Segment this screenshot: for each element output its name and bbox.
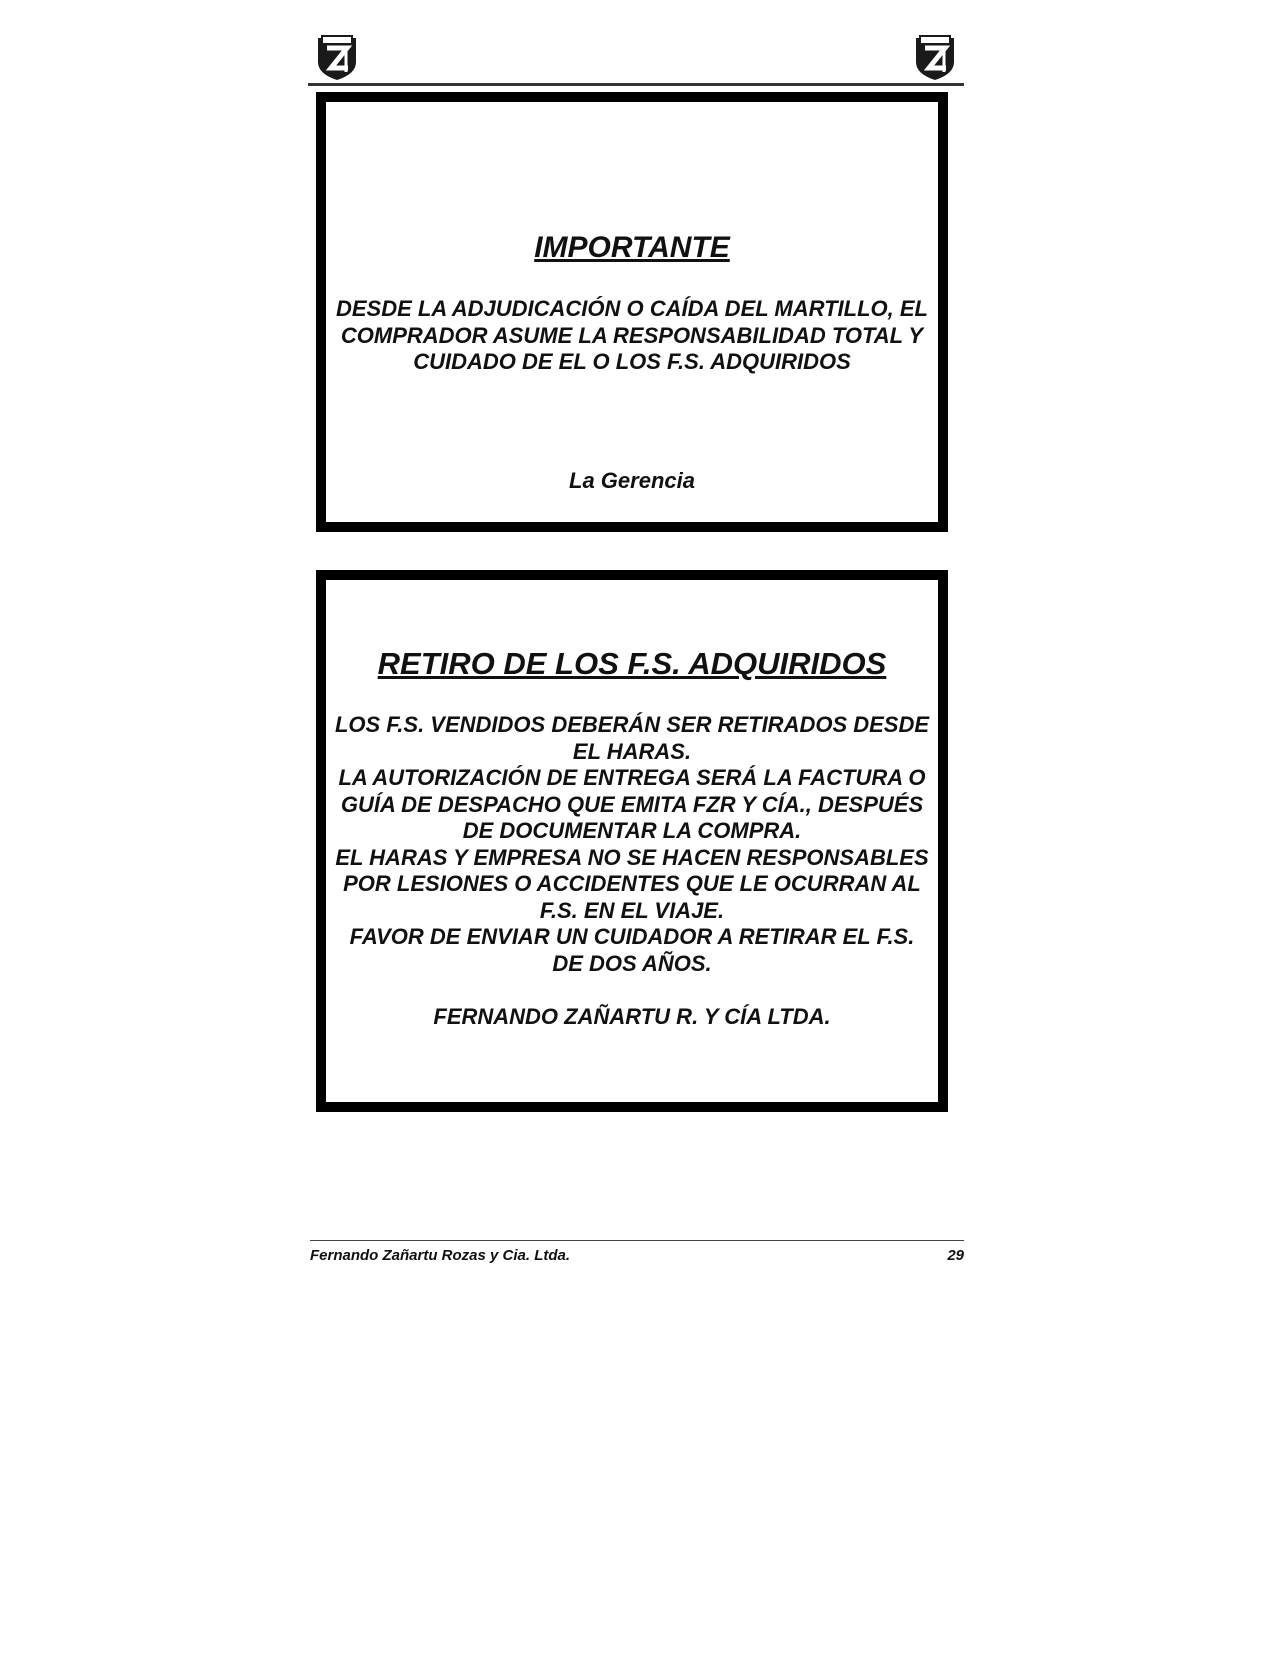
retiro-paragraph: LOS F.S. VENDIDOS DEBERÁN SER RETIRADOS DESDE EL HARAS. [334,712,930,764]
retiro-paragraph: EL HARAS Y EMPRESA NO SE HACEN RESPONSABLES POR LESIONES O ACCIDENTES QUE LE OCURRAN AL F.S. EN EL VIAJE. [335,844,929,923]
retiro-title: RETIRO DE LOS F.S. ADQUIRIDOS [377,646,887,681]
retiro-company-name: FERNANDO ZAÑARTU R. Y CÍA LTDA. [433,1004,831,1029]
retiro-paragraph: FAVOR DE ENVIAR UN CUIDADOR A RETIRAR EL F.S. DE DOS AÑOS. [349,924,915,976]
footer-company: Fernando Zañartu Rozas y Cia. Ltda. [310,1247,571,1264]
important-notice-box [316,92,948,532]
signature-la-gerencia: La Gerencia [569,467,695,493]
retiro-notice-box [316,570,948,1112]
header-rule [308,83,964,86]
page-number: 29 [947,1247,964,1264]
retiro-body [326,712,938,977]
zanartu-logo-left-icon [312,32,362,82]
important-title: IMPORTANTE [534,231,730,264]
page-footer [310,1240,964,1264]
retiro-paragraph: LA AUTORIZACIÓN DE ENTREGA SERÁ LA FACTURA O GUÍA DE DESPACHO QUE EMITA FZR Y CÍA., DESPUÉS DE DOCUMENTAR LA COMPRA. [338,765,926,843]
page-header [308,30,964,86]
zanartu-logo-right-icon [910,32,960,82]
important-body: DESDE LA ADJUDICACIÓN O CAÍDA DEL MARTILLO, EL COMPRADOR ASUME LA RESPONSABILIDAD TOTAL Y CUIDADO DE EL O LOS F.S. ADQUIRIDOS [336,296,928,374]
